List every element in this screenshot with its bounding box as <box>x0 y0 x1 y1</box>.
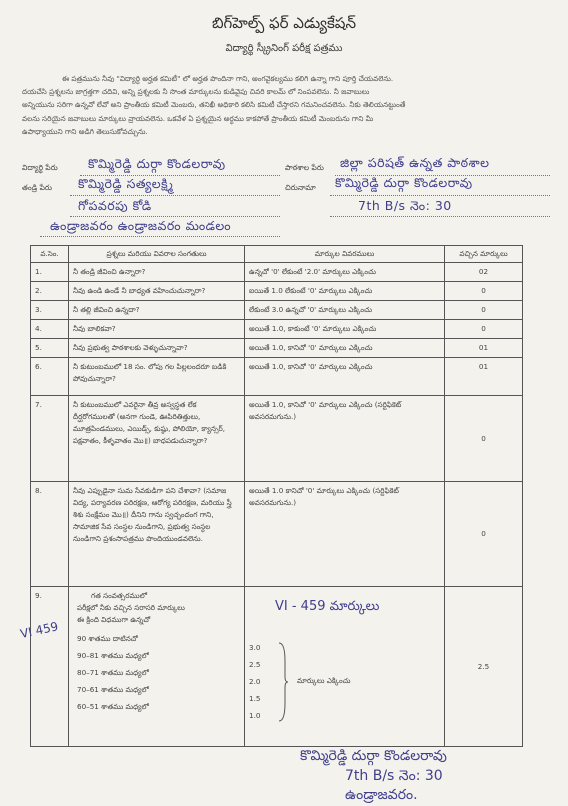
row-question: నీవు ప్రభుత్వ పాఠశాలకు వెళ్ళుచున్నావా? <box>69 339 245 358</box>
village-underline <box>70 216 280 217</box>
row-no: 4. <box>31 320 69 339</box>
questions-table <box>30 245 523 747</box>
row-given: 0 <box>445 396 523 482</box>
instruction-line: ఈ పత్రమును నీవు "విద్యార్థి అర్హత కమిటీ" లో అర్హత పొందినా గాని, అంగవైకల్యము కలిగి ఉన్నా గాని పూర్తి చేయవలెను. <box>62 74 394 83</box>
table-row <box>31 301 523 320</box>
header-question: ప్రశ్నలు మరియు వివరాల సంగతులు <box>69 246 245 263</box>
table-row <box>31 263 523 282</box>
father-underline <box>70 195 280 196</box>
table-row <box>31 587 523 747</box>
row-given: 01 <box>445 339 523 358</box>
instruction-line: వలను సరియైన జవాబులు మార్కులు వ్రాయవలెను. ఒకవేళ ఏ ప్రశ్నయైన అర్థము కాకపోతే ప్రాంతీయ కమిటీ మెంబరును గాని మీ <box>22 113 374 123</box>
q9-sub-item: 70–61 శాతము మధ్యలో <box>77 685 149 694</box>
q9-mark: 1.5 <box>249 694 261 703</box>
table-header-row <box>31 246 523 263</box>
row-given: 0 <box>445 482 523 587</box>
instruction-line: అన్నియును సరిగా ఉన్నవో లేవో అని ప్రాంతీయ కమిటీ మెంబరు, తనిఖీ అధికారి కలిసి కమిటీ చేస్తారని గమనించవలెను. నీకు తెలియనట్టుంతే <box>22 100 406 110</box>
row-no: 7. <box>31 396 69 482</box>
row-given: 01 <box>445 358 523 396</box>
instructions-block <box>22 72 550 138</box>
row-marks: లేకుంటే 3.0 ఉన్నచో '0' మార్కులు ఎక్కించు <box>245 301 445 320</box>
row-question: నీవు బాలికవా? <box>69 320 245 339</box>
row-question: నీ కుటుంబములో 18 సం. లోపు గల పిల్లలందరూ బడికి పోవుచున్నారా? <box>69 358 245 396</box>
row-marks: అయితే 1.0, కాకుంటే '0' మార్కులు ఎక్కించు <box>245 320 445 339</box>
signature-name: కొమ్మిరెడ్డి దుర్గా కొండలరావు <box>300 748 447 764</box>
signature-class: 7th B/s నెం: 30 <box>345 768 443 784</box>
row-marks: ఉన్నచో '0' లేకుంటే '2.0' మార్కులు ఎక్కించు <box>245 263 445 282</box>
row-marks: అయితే 1.0, కానిచో '0' మార్కులు ఎక్కించు (సర్టిఫికెట్ అవసరమగును.) <box>245 396 445 482</box>
q9-line: పరీక్షలో నీకు వచ్చిన సరాసరి మార్కులు <box>77 603 185 612</box>
q9-mark: 2.0 <box>249 677 261 686</box>
student-name-value: కొమ్మిరెడ్డి దుర్గా కొండలరావు <box>88 156 226 171</box>
row-given: 2.5 <box>445 587 523 747</box>
address-underline <box>330 195 550 196</box>
form-subtitle: విద్యార్థి స్క్రీనింగ్ పరీక్ష పత్రము <box>225 43 343 54</box>
school-value: జిల్లా పరిషత్ ఉన్నత పాఠశాల <box>340 155 490 170</box>
row-no: 9. <box>31 587 69 747</box>
q9-mark: 3.0 <box>249 643 261 652</box>
row-marks: అయితే 1.0, కానిచో '0' మార్కులు ఎక్కించు <box>245 339 445 358</box>
row-given: 0 <box>445 282 523 301</box>
row-given: 0 <box>445 301 523 320</box>
row-no: 1. <box>31 263 69 282</box>
q9-sublist <box>77 630 240 715</box>
form-title: బిగ్‌హెల్ప్ ఫర్ ఎడ్యుకేషన్ <box>211 14 357 32</box>
table-row <box>31 339 523 358</box>
instruction-line: దయచేసి ప్రశ్నలను జాగ్రత్తగా చదివి, అన్ని ప్రశ్నలకు నీ సొంత మార్కులను కుడివైపు చివరి కాలమ్ లో నింపవలెను. నీ జవాబులు <box>22 87 370 97</box>
table-row <box>31 320 523 339</box>
margin-note: VI 459 <box>18 619 60 642</box>
class-value: 7th B/s నెం: 30 <box>358 198 452 213</box>
father-label: తండ్రి పేరు <box>22 183 52 192</box>
mandal-value: ఉండ్రాజవరం ఉండ్రాజవరం మండలం <box>50 218 232 233</box>
table-row <box>31 396 523 482</box>
q9-mark: 2.5 <box>249 660 261 669</box>
row-question: నీ కుటుంబములో ఎవరైనా తీవ్ర అస్వస్థత లేక దీర్ఘరోగములతో (అనగా గుండె, ఊపిరితిత్తులు, మూత్రపిండములు, ఎయిడ్స్, కుష్ఠు, పోలియో, క్యాన్సర్, పక్షవాతం, కీళ్ళవాతం మొ॥) బాధపడుచున్నారా? <box>69 396 245 482</box>
q9-sub-item: 60–51 శాతము మధ్యలో <box>77 702 149 711</box>
signature-place: ఉండ్రాజవరం. <box>345 787 418 803</box>
row-question: నీవు ఉండి ఉండే నీ బాధ్యత వహించుచున్నారా? <box>69 282 245 301</box>
address-value: కొమ్మిరెడ్డి దుర్గా కొండలరావు <box>335 175 473 190</box>
handwritten-marks: VI - 459 మార్కులు <box>275 599 380 614</box>
student-name-label: విద్యార్థి పేరు <box>22 163 58 172</box>
row-marks: అయితే 1.0, కానిచో '0' మార్కులు ఎక్కించు <box>245 358 445 396</box>
row-question: నీవు ఎప్పుడైనా సుమ సేవకుడిగా పని చేశావా? (సమాజ విద్య, పర్యావరణ పరిరక్షణ, ఆరోగ్య పరిరక్షణ, మరియు స్త్రీ శిశు సంక్షేమం మొ॥) దీనిని గాను స్వచ్ఛందంగ గాని, సామాజిక సేవ సంస్థల నుండిగాని, ప్రభుత్వ సంస్థల నుండిగాని ప్రశంసాపత్రము పొందియుండవలెను. <box>69 482 245 587</box>
row-question: నీ తల్లి జీవించి ఉన్నదా? <box>69 301 245 320</box>
q9-mark: 1.0 <box>249 711 261 720</box>
row-marks <box>245 587 445 747</box>
instruction-line: ఉపాధ్యాయుని గాని అడిగి తెలుసుకోవచ్చును. <box>22 126 148 136</box>
table-row <box>31 358 523 396</box>
class-underline <box>330 216 550 217</box>
q9-marks-list <box>249 639 260 724</box>
row-question <box>69 587 245 747</box>
row-no: 3. <box>31 301 69 320</box>
table-row <box>31 482 523 587</box>
header-given: వచ్చిన మార్కులు <box>445 246 523 263</box>
row-question: నీ తండ్రి జీవించి ఉన్నారా? <box>69 263 245 282</box>
q9-marks-text: మార్కులు ఎక్కించు <box>297 676 351 685</box>
row-given: 02 <box>445 263 523 282</box>
mandal-underline <box>40 236 280 237</box>
header-no: వ.సెం. <box>31 246 69 263</box>
row-no: 5. <box>31 339 69 358</box>
q9-sub-item: 90 శాతము దాటినచో <box>77 634 138 643</box>
q9-sub-item: 80–71 శాతము మధ్యలో <box>77 668 149 677</box>
q9-line: గత సంవత్సరములో <box>91 591 147 600</box>
school-label: పాఠశాల పేరు <box>285 163 324 172</box>
village-value: గోపవరపు కోడి <box>78 198 152 213</box>
row-no: 6. <box>31 358 69 396</box>
q9-line: ఈ క్రింది విధముగా ఉన్నచో <box>77 615 151 624</box>
address-label: చిరునామా <box>285 183 316 192</box>
row-marks: అయితే 1.0 కానిచో '0' మార్కులు ఎక్కించు (సర్టిఫికెట్ అవసరమగును.) <box>245 482 445 587</box>
father-value: కొమ్మిరెడ్డి సత్యలక్ష్మి <box>78 176 174 191</box>
table-row <box>31 282 523 301</box>
row-marks: ఐయితే 1.0 లేకుంటే '0' మార్కులు ఎక్కించు <box>245 282 445 301</box>
row-given: 0 <box>445 320 523 339</box>
brace-icon <box>277 641 289 723</box>
row-no: 2. <box>31 282 69 301</box>
q9-sub-item: 90–81 శాతము మధ్యలో <box>77 651 149 660</box>
row-no: 8. <box>31 482 69 587</box>
header-marks: మార్కుల వివరములు <box>245 246 445 263</box>
